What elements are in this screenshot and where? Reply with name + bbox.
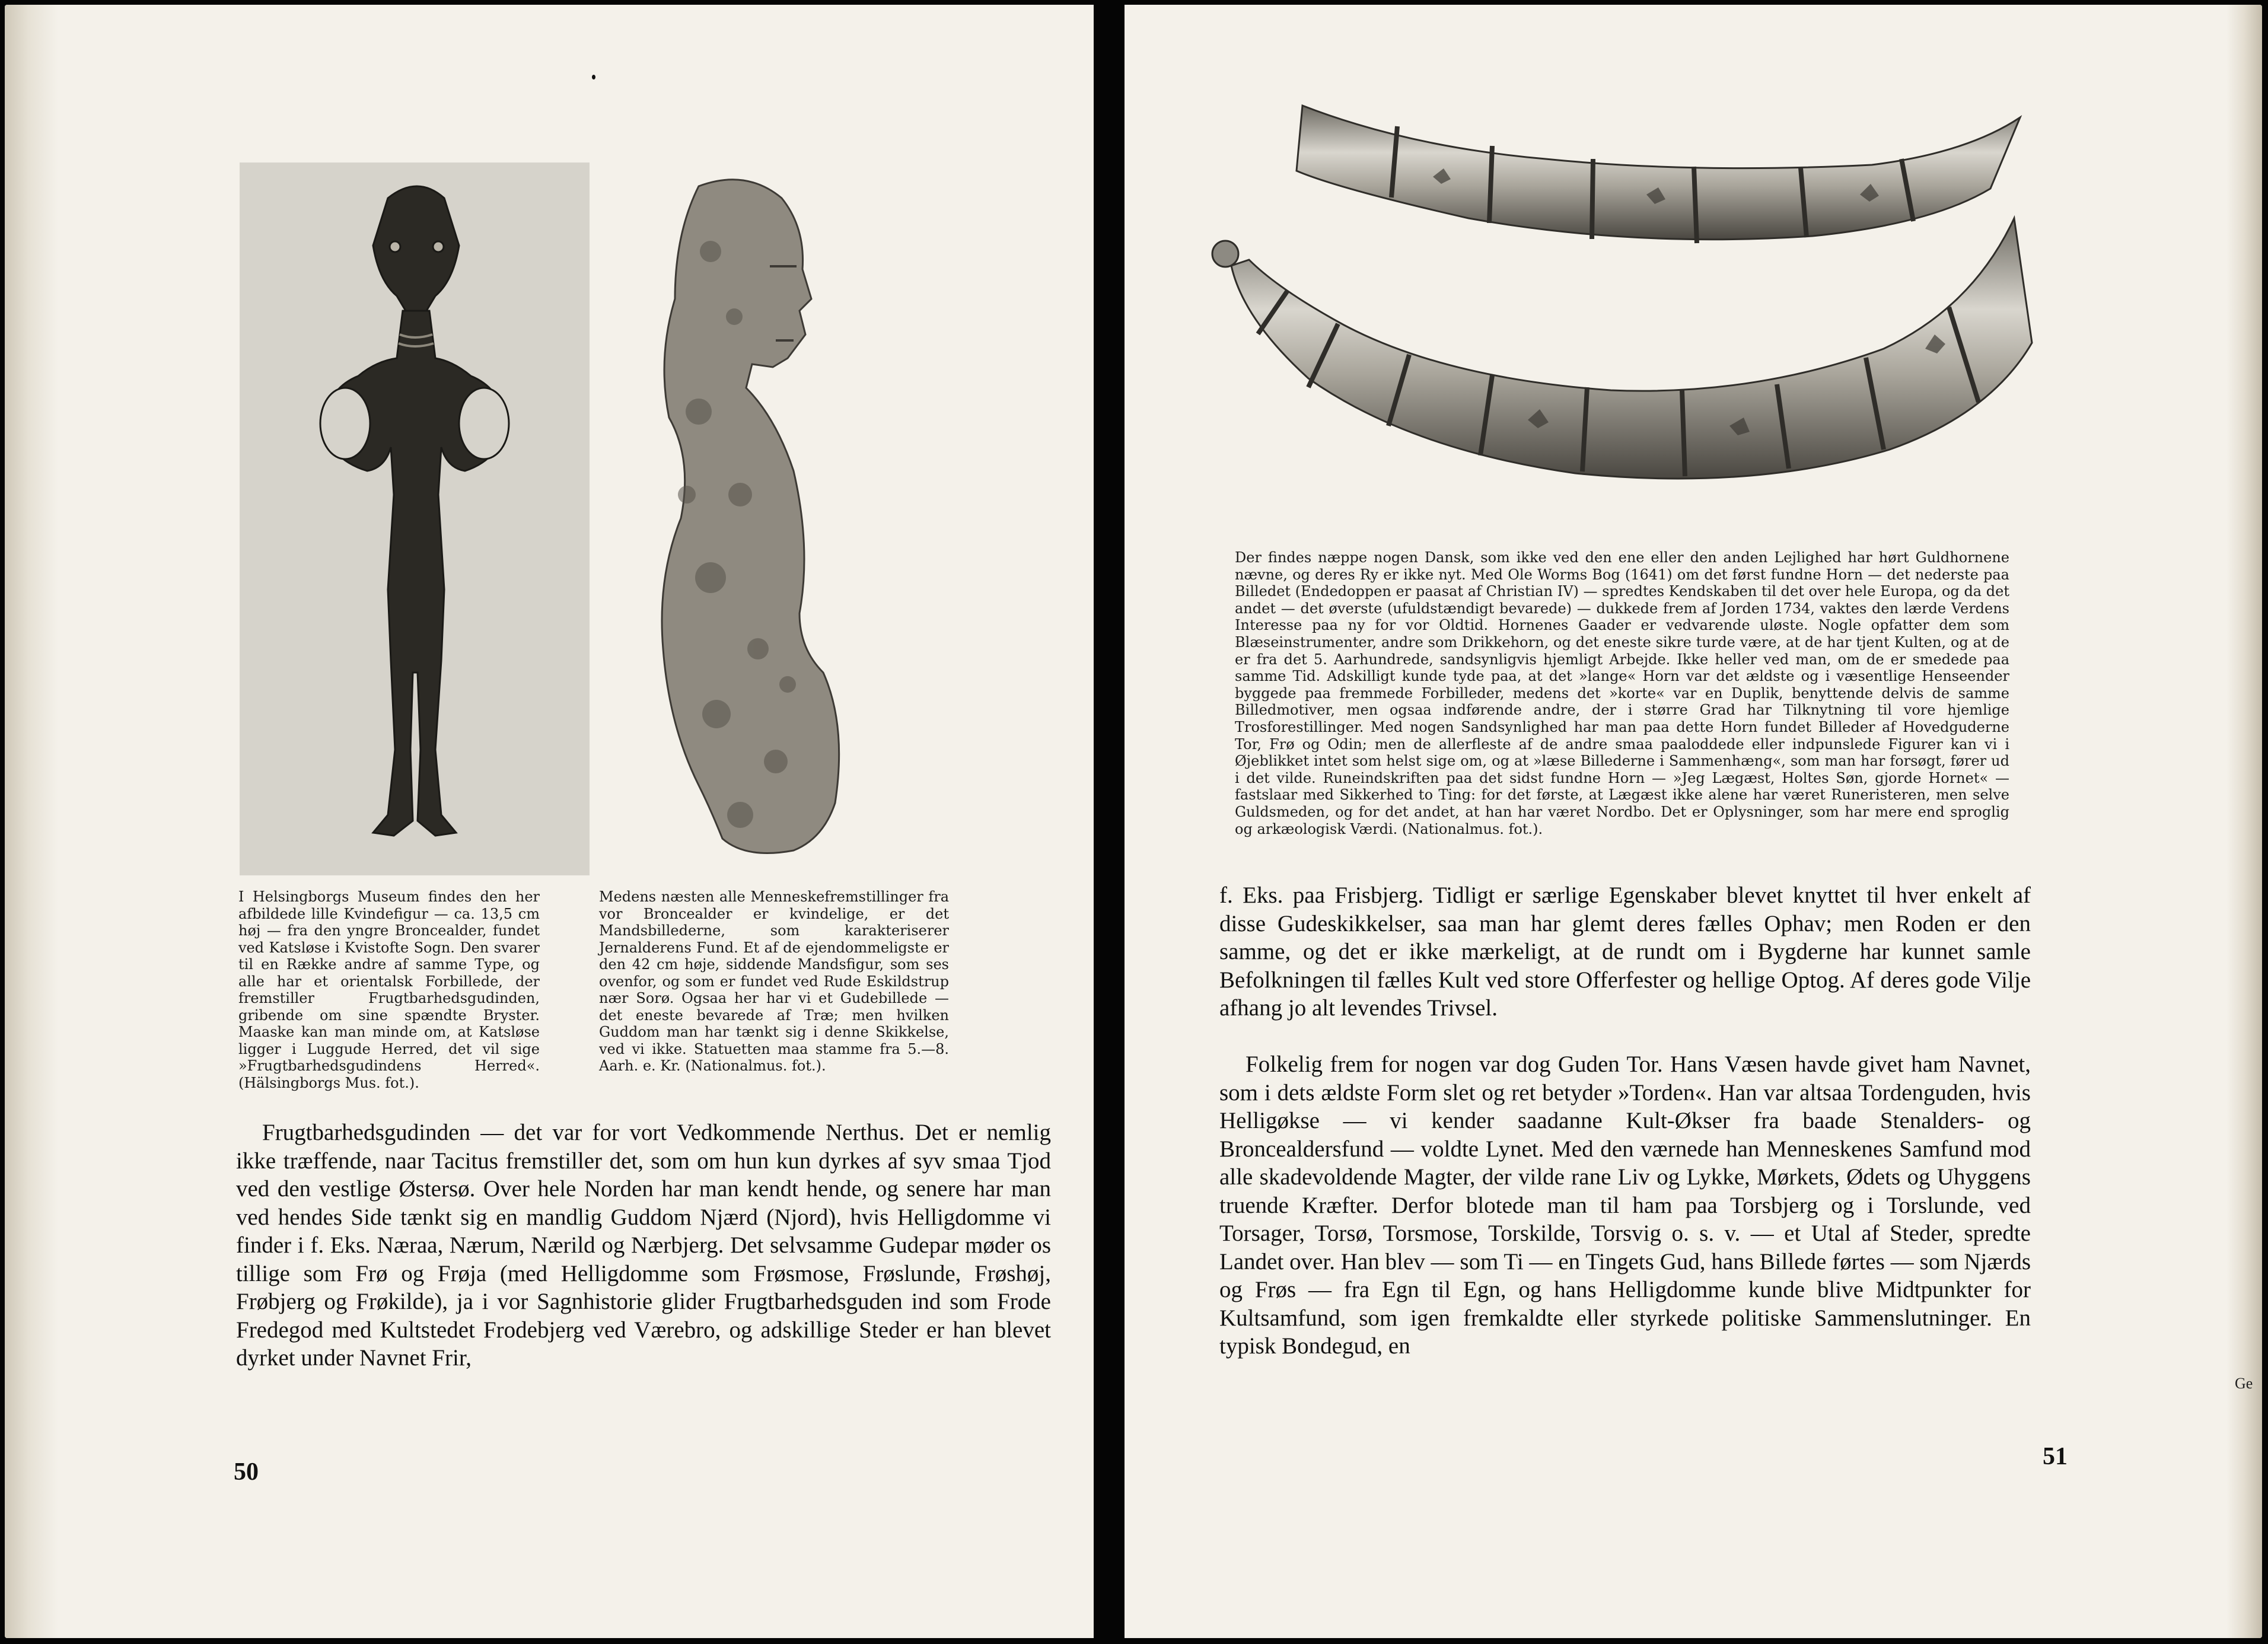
page-number-right: 51 [2043,1443,2068,1470]
left-page-body-text: Frugtbarhedsgudinden — det var for vort Vedkommende Nerthus. Det er nemlig ikke træffende, naar Tacitus fremstiller det, som om hun kun dyrkes af syv smaa Tjod ved den vestlige Østersø. Over hele Norden har man kendt hende, og senere har man ved hendes Side tænkt sig en mandlig Guddom Njærd (Njord), hvis Helligdomme vi finder i f. Eks. Næraa, Nærum, Nærild og Nærbjerg. Det selvsamme Gudepar møder os tillige som Frø og Frøja (med Helligdomme som Frøsmose, Frøslunde, Frøshøj, Frøbjerg og Frøkilde), ja i vor Sagnhistorie glider Frugtbarhedsguden ind som Frode Fredegod med Kultstedet Frodebjerg ved Værebro, og adskillige Steder er han blevet dyrket under Navnet Frir, [236,1120,1051,1371]
golden-horns-photo [1160,70,2038,544]
edge-stamp-text: Ge [2235,1375,2253,1392]
right-page-body-paragraph-2: Folkelig frem for nogen var dog Guden Tor. Hans Væsen havde givet ham Navnet, som i dets ældste Form slet og ret betyder »Torden«. Han var altsaa Tordenguden, hvis Helligøkse — vi kender saadanne Kult-Økser fra baade Stenalders- og Broncealdersfund — voldte Lynet. Med den værnede han Menneskenes Samfund mod alle skadevoldende Magter, der vilde rane Liv og Lykke, Mørkets, Ødets og Uhyggens truende Kræfter. Derfor blotede man til ham paa Torsbjerg og i Torslunde, ved Torsager, Torsø, Torsmose, Torskilde, Torsvig o. s. v. — et Utal af Steder, spredte Landet over. Han blev — som Ti — en Tingets Gud, hans Billede førtes — som Njærds og Frøs — fra Egn til Egn, og hans Helligdomme kunde blive Midtpunkter for Kultsamfund, som igen fremkaldte eller styrkede politiske Sammenslutninger. En typisk Bondegud, en [1219,1052,2031,1359]
page-number-left: 50 [234,1458,259,1486]
left-page [5,5,1094,1638]
wooden-seated-man-photo [598,163,948,875]
page-edge-shadow [2226,5,2262,1638]
wooden-figure-caption: Medens næsten alle Menneskefremstillinger fra vor Broncealder er kvindelige, er det Mandsbillederne, som karakteriserer Jernalderens Fund. Et af de ejendommeligste er den 42 cm høje, siddende Mandsfigur, som ses ovenfor, og som er fundet ved Rude Eskildstrup nær Sorø. Ogsaa her har vi et Gudebillede — det eneste bevarede af Træ; men hvilken Guddom man har tænkt sig i denne Skikkelse, ved vi ikke. Statuetten maa stamme fra 5.—8. Aarh. e. Kr. (Nationalmus. fot.). [599,888,949,1074]
right-page [1125,5,2262,1638]
golden-horns-illustration [1160,70,2038,544]
page-edge-shadow [5,5,58,1638]
golden-horns-caption: Der findes næppe nogen Dansk, som ikke ved den ene eller den anden Lejlighed har hørt Guldhornene nævne, og deres Ry er ikke nyt. Med Ole Worms Bog (1641) om det først fundne Horn — det nederste paa Billedet (Endedoppen er paasat af Christian IV) — spredtes Kendskaben til det over hele Europa, og da det andet — det øverste (ufuldstændigt bevarede) — dukkede frem af Jorden 1734, vaktes den lærde Verdens Interesse paa ny for vor Oldtid. Hornenes Gaader er vedvarende uløste. Nogle opfatter dem som Blæseinstrumenter, andre som Drikkehorn, og det eneste sikre turde være, at de har tjent Kulten, og at de er fra det 5. Aarhundrede, sandsynligvis hjemligt Arbejde. Ikke heller ved man, om de er smedede paa samme Tid. Adskilligt kunde tyde paa, at det »lange« Horn var det ældste og i væsentlige Henseender byggede paa fremmede Forbilleder, medens det »korte« var en Duplik, benyttende delvis de samme Billedmotiver, men ogsaa indførende andre, der i større Grad har Tilknytning til vore hjemlige Trosforestillinger. Med nogen Sandsynlighed har man paa dette Horn fundet Billeder af Hovedguderne Tor, Frø og Odin; men de allerfleste af de andre smaa paaloddede eller indpunslede Figurer kan vi i Øjeblikket intet som helst sige om, og at »læse Billederne i Sammenhæng«, som man har forsøgt, fører ud i det vilde. Runeindskriften paa det sidst fundne Horn — »Jeg Lægæst, Holtes Søn, gjorde Hornet« — fastslaar med Sikkerhed to Ting: for det første, at Lægæst ikke alene har været Runeristeren, men selve Guldsmeden, og for det andet, at han har været Nordbo. Det er Oplysninger, som har mere end sproglig og arkæologisk Værdi. (Nationalmus. fot.). [1235,549,2009,837]
bronze-female-figure-photo [240,163,590,875]
wooden-figure-illustration [598,163,948,875]
print-speck [592,75,595,79]
right-page-body-paragraph-1: f. Eks. paa Frisbjerg. Tidligt er særlige Egenskaber blevet knyttet til hver enkelt af disse Gudeskikkelser, saa man har glemt deres fælles Ophav; men Roden er den samme, og det er ikke mærkeligt, at de rundt om i Bygderne har kunnet samle Befolkningen til fælles Kult ved store Offerfester og hellige Optog. Af deres gode Vilje afhang jo alt levendes Trivsel. [1219,882,2031,1021]
bronze-figure-illustration [240,163,590,875]
bronze-figure-caption: I Helsingborgs Museum findes den her afbildede lille Kvindefigur — ca. 13,5 cm høj — fra den yngre Broncealder, fundet ved Katsløse i Kvistofte Sogn. Den svarer til en Række andre af samme Type, og alle har et orientalsk Forbillede, der fremstiller Frugtbarhedsgudinden, gribende om sine spændte Bryster. Maaske kan man minde om, at Katsløse ligger i Luggude Herred, det vil sige »Frugtbarhedsgudindens Herred«. (Hälsingborgs Mus. fot.). [238,888,540,1091]
